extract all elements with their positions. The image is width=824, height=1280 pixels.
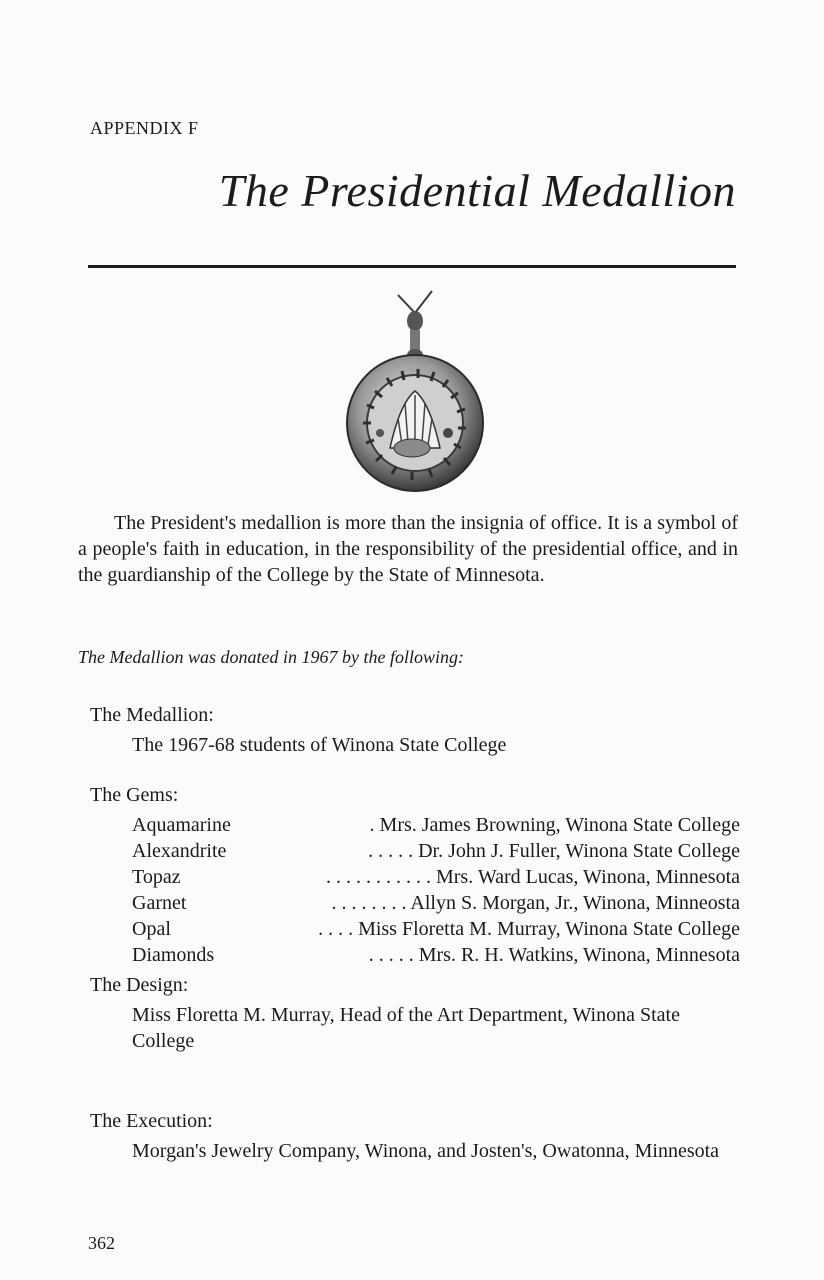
description-paragraph: The President's medallion is more than the insignia of office. It is a symbol of a people's faith in education, in the responsibility of the presidential office, and in the guardianship of the College by the State of Minnesota. — [78, 512, 738, 586]
section-text: Miss Floretta M. Murray, Head of the Art Department, Winona State College — [132, 1004, 680, 1052]
gem-row — [132, 890, 740, 916]
gem-donor: . Mrs. James Browning, Winona State College — [369, 814, 740, 836]
title-rule — [88, 265, 736, 268]
section-execution — [90, 1108, 740, 1164]
section-heading: The Gems: — [90, 784, 179, 806]
gem-donor: . . . . . . . . Allyn S. Morgan, Jr., Winona, Minneosta — [331, 892, 740, 914]
gem-donor: . . . . . Dr. John J. Fuller, Winona State College — [368, 840, 740, 862]
medallion-image — [340, 283, 490, 498]
section-heading: The Design: — [90, 974, 189, 996]
page-number: 362 — [88, 1233, 115, 1253]
section-heading: The Medallion: — [90, 704, 214, 726]
gem-row — [132, 838, 740, 864]
gem-name: Diamonds — [132, 944, 215, 966]
gem-row — [132, 864, 740, 890]
gem-row — [132, 916, 740, 942]
gem-row — [132, 942, 740, 968]
gem-name: Topaz — [132, 866, 181, 888]
gem-name: Aquamarine — [132, 814, 231, 836]
gems-list — [90, 812, 740, 968]
section-heading: The Execution: — [90, 1110, 213, 1132]
section-design — [90, 972, 740, 1054]
gem-row — [132, 812, 740, 838]
gem-donor: . . . . Miss Floretta M. Murray, Winona State College — [318, 918, 740, 940]
section-text: Morgan's Jewelry Company, Winona, and Josten's, Owatonna, Minnesota — [132, 1140, 720, 1162]
page-title: The Presidential Medallion — [218, 165, 736, 216]
gem-name: Garnet — [132, 892, 187, 914]
gem-donor: . . . . . Mrs. R. H. Watkins, Winona, Minnesota — [368, 944, 740, 966]
donation-intro: The Medallion was donated in 1967 by the following: — [78, 647, 464, 667]
gem-name: Opal — [132, 918, 171, 940]
section-gems — [90, 782, 740, 968]
appendix-label: APPENDIX F — [90, 118, 199, 138]
section-medallion — [90, 702, 740, 758]
section-text: The 1967-68 students of Winona State College — [132, 734, 507, 756]
gem-donor: . . . . . . . . . . . Mrs. Ward Lucas, Winona, Minnesota — [325, 866, 740, 888]
gem-name: Alexandrite — [132, 840, 227, 862]
